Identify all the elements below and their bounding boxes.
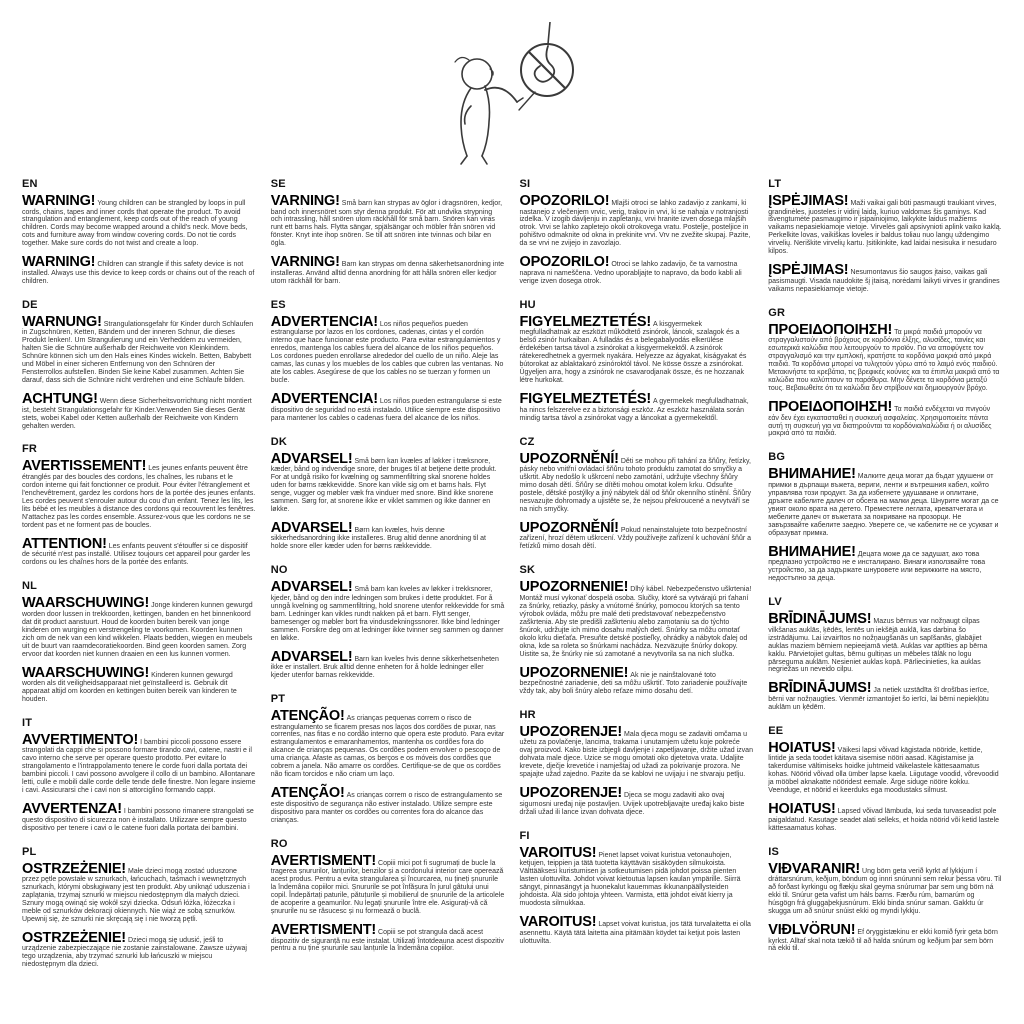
warning-title: FIGYELMEZTETÉS! <box>519 313 652 330</box>
language-section-ro <box>271 838 505 954</box>
language-code: IT <box>22 716 33 729</box>
language-code: DE <box>22 298 38 311</box>
warning-title: UPOZORENJE! <box>519 785 623 802</box>
language-section-si <box>520 178 754 286</box>
warning-paragraph <box>768 400 1002 438</box>
language-code: NO <box>270 564 288 577</box>
warning-paragraph <box>520 315 754 385</box>
language-code: ES <box>270 298 286 311</box>
language-code: LV <box>768 596 782 609</box>
warning-text: A kisgyermekek megfulladhatnak az eszközt működtető zsinórok, láncok, szalagok és a belső zsinór hurkaiban. A fulladás és a belegabalyodás elkerülése érdekében tartsa távol a zsinórokat a kisgyermekektől. A zsinórok rátekeredhetnek a gyermek nyakára. Helyezze az ágyakat, kiságyakat és bútorokat az ablaktakaró zsinóroktól távol. Ne kösse össze a zsinórokat. Ügyeljen arra, hogy a zsinórok ne csavarodjanak össze, és ne hozzanak létre hurkokat. <box>519 320 747 385</box>
warning-paragraph <box>22 733 256 795</box>
warning-title: ΠΡΟΕΙΔΟΠΟΙΗΣΗ! <box>768 321 893 338</box>
language-section-no <box>271 564 505 680</box>
warning-text: Ung börn geta verið kyrkt af lykkjum í dráttarsnúrum, keðjum, böndum og innri snúrunni sem rekur þessa vöru. Til að forðast kyrkingu og flækju skal geyma snúrurnar þar sem ung börn ná ekki til. Snúrur geta vafist um háls barns. Færðu rúm, barnarúm og húsgögn frá gluggaþekjusnúrum. Ekki binda snúrur saman. Gakktu úr skugga um að snúrur snúist ekki og myndi lykkju. <box>768 867 1002 916</box>
warning-text: Strangulationsgefahr für Kinder durch Schlaufen in Zugschnüren, Ketten, Bändern und der inneren Schnur, die dieses Produkt lenken!. Um Strangulierung und ein Verheddern zu vermeiden, halten Sie die Schnüre außerhalb der Reichweite von Kleinkindern. Schnüre können sich um den Hals eines Kindes wickeln. Betten, Babybett und Möbel in einer sicheren Entfernung von den Schnüren der Fensterrollos aufstellen. Binden Sie keine Kabel zusammen. Achten Sie darauf, dass sich die Schnüre nicht verdrehen und eine Schlaufe bilden. <box>22 320 254 385</box>
warning-text: Ef öryggistækinu er ekki komið fyrir geta börn kyrkst. Alltaf skal nota tækið til að halda snúrum og keðjum þar sem börn ná ekki til. <box>768 929 998 953</box>
column-2 <box>271 178 505 966</box>
warning-text: Copiii se pot strangula dacă acest dispozitiv de siguranță nu este instalat. Utilizați întotdeauna acest dispozitiv pentru a nu ține șnururile sau lanțurile la îndemâna copiilor. <box>270 929 504 953</box>
language-section-pl <box>22 846 256 970</box>
warning-text: As crianças pequenas correm o risco de estrangulamento se ficarem presas nos laços dos cordões de puxar, nas correntes, nas fitas e no cordão interno que opera este produto. Para evitar estrangulamentos e emaranhamentos, mantenha os cordões fora do alcance de crianças pequenas. Os cordões podem envolver o pescoço de uma criança. Afaste as camas, os berços e os móveis dos cordões que cobrem a janela. Não amarre os cordões. Certifique-se de que os cordões não ficam torcidos e não criam um laço. <box>270 715 505 779</box>
language-section-dk <box>271 436 505 552</box>
warning-paragraph <box>271 580 505 642</box>
warning-title: OPOZORILO! <box>519 254 610 271</box>
warning-title: ADVARSEL! <box>270 519 353 536</box>
warning-title: WAARSCHUWING! <box>22 595 150 612</box>
warning-title: ADVARSEL! <box>270 450 353 467</box>
warning-text: Små barn kan strypas av öglor i dragsnören, kedjor, band och innersnöret som styr denna produkt. För att undvika strypning och intrassling, håll snören utom räckhåll för små barn. Snören kan viras runt ett barns hals. Flytta sängar, spjälsängar och möbler från snören vid fönster. Knyt inte ihop snören. Se till att snören inte tvinnas och bilar en ögla. <box>270 200 503 248</box>
language-section-hu <box>520 299 754 423</box>
warning-text: Mazus bērnus var nožņaugt cilpas vilkšanas auklās, ķēdēs, lentēs un iekšējā auklā, kas darbina šo izstrādājumu. Lai izvairītos no nožņaugšanās un sapīšanās, glabājiet auklas maziem bērniem nepieejamā vietā. Auklas var aptīties ap bērna kaklu. Pārvietojiet gultas, bērnu gultiņas un mēbeles tālāk no logu pārseguma auklām. Nesieniet auklas kopā. Pārliecinieties, ka auklas negriežas un neveido cilpu. <box>768 618 988 674</box>
language-code: SK <box>519 564 536 577</box>
warning-title: ĮSPĖJIMAS! <box>768 262 849 279</box>
warning-text: Pokud nenainstalujete toto bezpečnostní zařízení, hrozí dětem uškrcení. Vždy používejte zařízení k uchování šňůr a řetízků mimo dosah dětí. <box>519 526 752 551</box>
language-code: SE <box>270 178 286 190</box>
warning-title: ВНИМАНИЕ! <box>768 466 856 483</box>
warning-text: Djeca se mogu zadaviti ako ovaj sigurnosni uređaj nije postavljen. Uvijek upotrebljavajte uređaj kako biste držali užad ili lance izvan dohvata djece. <box>519 792 745 816</box>
warning-paragraph <box>22 194 256 248</box>
language-code: DK <box>270 435 288 448</box>
warning-title: AVVERTIMENTO! <box>22 731 139 748</box>
language-code: LT <box>768 178 782 190</box>
warning-paragraph <box>768 467 1002 537</box>
warning-text: Los niños pequeños pueden estrangularse por lazos en los cordones, cadenas, cintas y el cordón interno que hace funcionar este producto. Para evitar estrangulamientos y enredos, mantenga los cables fuera del alcance de los niños pequeños. Los cordones pueden enrollarse alrededor del cuello de un niño. Aleje las camas, las cunas y los muebles de los cables que cubren las ventanas. No ate los cables. Asegúrese de que los cables no se tuerzan y formen un bucle. <box>270 320 504 385</box>
warning-title: OSTRZEŻENIE! <box>22 860 126 877</box>
warning-paragraph <box>271 255 505 285</box>
language-code: PL <box>22 845 37 858</box>
warning-paragraph <box>271 194 505 248</box>
language-section-cz <box>520 436 754 552</box>
warning-paragraph <box>768 323 1002 393</box>
warning-paragraph <box>768 802 1002 832</box>
warning-title: ĮSPĖJIMAS! <box>768 193 849 209</box>
warning-title: UPOZORNENIE! <box>519 579 629 596</box>
language-code: PT <box>270 693 286 705</box>
warning-text: Barn kan strypas om denna säkerhetsanordning inte installeras. Använd alltid denna anordning för att hålla snören eller kedjor utom räckhåll för barn. <box>270 261 505 285</box>
language-section-es <box>271 299 505 423</box>
language-section-de <box>22 299 256 431</box>
warning-text: Børn kan kvæles, hvis denne sikkerhedsanordning ikke installeres. Brug altid denne anordning til at holde snore eller kæder uden for børns rækkevidde. <box>270 526 486 551</box>
warning-paragraph <box>768 862 1002 916</box>
warning-text: Les jeunes enfants peuvent être étranglés par des boucles des cordons, les chaînes, les rubans et le cordon interne qui fait fonctionner ce produit. Pour éviter l'étranglement et l'enchevêtrement, gardez les cordons hors de la portée des jeunes enfants. Les cordes peuvent s'enrouler autour du cou d'un enfant. Tenez les lits, les lits bébé et les meubles à distance des cordons qui recouvrent les fenêtres. N'attachez pas les cordes ensemble. Assurez-vous que les cordons ne se tordent pas et ne forment pas de boucles. <box>22 465 256 529</box>
warning-text: Små barn kan kveles av løkker i trekksnorer, kjeder, bånd og den indre ledningen som brukes i dette produktet. For å unngå kvelning og sammenfiltring, hold snorene utenfor rekkevidde for små barn. Ledninger kan vikles rundt nakken på et barn. Flytt senger, barnesenger og møbler bort fra vindusdekningssnorer. Ikke bind ledninger sammen. Forsikre deg om at ledninger ikke tvinner seg sammen og danner en løkke. <box>270 586 505 642</box>
warning-title: UPOZORNENIE! <box>519 664 629 681</box>
warning-paragraph <box>520 255 754 285</box>
warning-title: BRĪDINĀJUMS! <box>768 611 872 628</box>
warning-text: I bambini piccoli possono essere strangolati da cappi che si possono formare tirando cavi, catene, nastri e il cavo interno che serve per operare questo prodotto. Per evitare lo strangolamento e l'intrappolamento tenere le corde fuori dalla portata dei bambini piccoli. I cavi possono avvolgere il collo di un bambino. Allontanare letti, culle e mobili dalle corde delle tende delle finestre. Non legare insieme i cavi. Assicurarsi che i cavi non si attorciglino formando cappi. <box>22 738 256 795</box>
warning-paragraph <box>271 521 505 551</box>
language-section-fi <box>520 830 754 946</box>
warning-title: OSTRZEŻENIE! <box>22 929 126 946</box>
warning-paragraph <box>520 915 754 945</box>
warning-title: FIGYELMEZTETÉS! <box>519 391 652 408</box>
warning-title: HOIATUS! <box>768 801 836 818</box>
column-3 <box>520 178 754 958</box>
warning-text: Τα μικρά παιδιά μπορούν να στραγγαλιστούν από βρόχους σε κορδόνια έλξης, αλυσίδες, ταινίες και εσωτερικά καλώδια που λειτουργούν το προϊόν. Για να αποφύγετε τον στραγγαλισμό και την εμπλοκή, κρατήστε τα κορδόνια μακριά από μικρά παιδιά. Τα κορδόνια μπορεί να τυλιχτούν γύρω από το λαιμό ενός παιδιού. Μετακινήστε τα κρεβάτια, τις βρεφικές κούνιες και τα έπιπλα μακριά από τα καλώδια που καλύπτουν τα παράθυρα. Μην δένετε τα κορδόνια μεταξύ τους. Βεβαιωθείτε ότι τα καλώδια δεν στρίβουν και δημιουργούν βρόχο. <box>768 328 1000 393</box>
warning-title: AVVERTENZA! <box>22 801 122 818</box>
warning-text: As crianças correm o risco de estrangulamento se este dispositivo de segurança não estiver instalado. Utilize sempre este dispositivo para manter os cordões ou correntes fora do alcance das crianças. <box>270 792 503 824</box>
language-section-bg <box>768 451 1002 583</box>
warning-title: ADVARSEL! <box>270 648 353 665</box>
warning-paragraph <box>22 459 256 529</box>
warning-title: ATENÇÃO! <box>270 785 345 802</box>
warning-title: UPOZORENJE! <box>519 723 623 740</box>
warning-text: Kinderen kunnen gewurgd worden als dit veiligheidsapparaat niet geïnstalleerd is. Gebruik dit apparaat altijd om koorden en kettingen buiten bereik van kinderen te houden. <box>22 671 237 703</box>
warning-text: Mala djeca mogu se zadaviti omčama u užetu za povlačenje, lancima, trakama i unutarnjem užetu koje pokreće ovaj proizvod. Kako biste izbjegli davljenje i zapetljavanje, držite užad izvan dohvata male djece. Uzice se mogu omotati oko djetetova vrata. Udaljite krevete, dječje krevetiće i namještaj od užadi za pokrivanje prozora. Ne spajajte užad zajedno. Pazite da se kablovi ne uvijaju i ne stvaraju petlju. <box>519 730 753 779</box>
warning-paragraph <box>520 580 754 658</box>
language-section-ee <box>768 725 1002 833</box>
warning-paragraph <box>271 923 505 953</box>
language-section-lt <box>768 178 1002 294</box>
warning-paragraph <box>768 681 1002 711</box>
warning-paragraph <box>520 521 754 551</box>
warning-paragraph <box>768 194 1002 256</box>
language-section-gr <box>768 307 1002 439</box>
warning-title: UPOZORNĚNÍ! <box>519 519 619 536</box>
warning-title: ACHTUNG! <box>22 391 98 408</box>
warning-text: I bambini possono rimanere strangolati se questo dispositivo di sicurezza non è installato. Utilizzare sempre questo dispositivo per tenere i cavi o le catene fuori dalla portata dei bambini. <box>22 808 254 832</box>
language-section-nl <box>22 580 256 704</box>
warning-paragraph <box>22 862 256 924</box>
warning-text: Jonge kinderen kunnen gewurgd worden door lussen in trekkoorden, kettingen, banden en het binnenkoord dat dit product aanstuurt. Houd de koorden buiten bereik van jonge kinderen om wurging en verstrengeling te voorkomen. Koorden kunnen zich om de nek van een kind wikkelen. Plaats bedden, wiegen en meubels uit de buurt van raamdecoratiekoorden. Bind geen koorden samen. Zorg ervoor dat koorden niet kunnen draaien en een lus kunnen vormen. <box>22 602 253 658</box>
warning-paragraph <box>768 923 1002 953</box>
warning-paragraph <box>22 392 256 430</box>
language-code: SI <box>519 178 531 190</box>
warning-paragraph <box>768 263 1002 293</box>
warning-text: Dlhý kábel. Nebezpečenstvo uškrtenia! Montáž musí vykonať dospelá osoba. Slučky, ktoré sa vytvárajú pri ťahaní za šnúrky, retiazky, pásky a vnútorné šnúrky, pomocou ktorých sa tento výrobok ovláda, môžu pre malé deti predstavovať nebezpečenstvo zaškrtenia. Aby ste predišli zaškrteniu alebo zamotaniu sa do týchto šnúrok, udržujte ich mimo dosahu malých detí. Šnúrky sa môžu omotať okolo krku dieťaťa. Presuňte detské postieľky, ohrádky a nábytok ďalej od okna, kde sa roleta so šnúrkami nachádza. Nezväzujte šnúrky dokopy. Uistite sa, že šnúrky nie sú zamotané a nevytvorila sa na nich slučka. <box>519 586 752 658</box>
language-code: GR <box>768 306 786 319</box>
warning-title: VAROITUS! <box>519 844 597 861</box>
column-4 <box>768 178 1002 966</box>
warning-title: WARNUNG! <box>22 313 102 330</box>
warning-text: A gyermekek megfulladhatnak, ha nincs felszerelve ez a biztonsági eszköz. Az eszköz használata során mindig tartsa távol a zsinórokat vagy a láncokat a gyermekektől. <box>519 398 749 422</box>
warning-title: WARNING! <box>22 254 96 271</box>
warning-paragraph <box>271 786 505 824</box>
warning-title: ATENÇÃO! <box>270 708 345 724</box>
warning-title: ADVERTENCIA! <box>270 313 378 330</box>
warning-text: Los niños pueden estrangularse si este dispositivo de seguridad no está instalado. Utilice siempre este dispositivo para mantener los cables o cadenas fuera del alcance de los niños. <box>270 398 502 422</box>
warning-text: Children can strangle if this safety device is not installed. Always use this device to keep cords or chains out of the reach of children. <box>22 261 255 285</box>
language-section-it <box>22 717 256 833</box>
warning-paragraph <box>271 854 505 916</box>
warning-paragraph <box>520 846 754 908</box>
warning-text: Lapsed võivad lämbuda, kui seda turvaseadist pole paigaldatud. Kasutage seadet alati selleks, et hoida nöörid või ketid lastele kättesaamatus kohas. <box>768 808 1000 832</box>
language-section-sk <box>520 564 754 696</box>
language-code: FI <box>519 829 530 842</box>
language-code: RO <box>270 837 288 850</box>
language-code: EE <box>768 724 784 737</box>
warning-title: HOIATUS! <box>768 739 836 756</box>
warning-text: Mlajši otroci se lahko zadavijo z zankami, ki nastanejo z vlečenjem vrvic, verig, trakov in vrvi, ki se nahaja v notranjosti izdelka. V izogib davljenju in zapletanju, vrvi hranite izven dosega mlajših otrok. Vrvi se lahko zapletejo okoli otrokovega vratu. Postelje, posteljice in pohištvo odmaknite od okna in prekinite vrvi. Vrv ne zvežite skupaj. Pazite, da se vrvi ne zvijejo in zavozlajo. <box>519 200 751 248</box>
warning-text: Děti se mohou při tahání za šňůry, řetízky, pásky nebo vnitřní ovládací šňůru tohoto produktu zamotat do smyčky a uškrtit. Aby nedošlo k uškrcení nebo zamotání, udržujte všechny šňůry mimo dosah dětí. Šňůry se dítěti mohou omotat kolem krku. Odsuňte postele, dětské postýlky a jiný nábytek dál od šňůr okenního stínění. Šňůry nesvazujte dohromady a ujistěte se, že nejsou překroucené a nevytváří se na nich smyčky. <box>519 457 752 513</box>
warning-text: Małe dzieci mogą zostać uduszone przez pętle powstałe w sznurkach, łańcuchach, taśmach i wewnętrznych sznurkach, którymi obsługiwany jest ten produkt. Aby uniknąć uduszenia i zaplątania, trzymaj sznurki w miejscu niedostępnym dla małych dzieci. Sznury mogą owinąć się wokół szyi dziecka. Odsuń łóżka, łóżeczka i meble od sznurków dekoracji okiennych. Nie wiąż ze sobą sznurków. Upewnij się, że sznurki nie skręcają się i nie tworzą pętli. <box>22 867 250 923</box>
language-code: HR <box>519 708 536 721</box>
warning-title: AVERTISMENT! <box>270 852 377 869</box>
warning-text: Väikesi lapsi võivad kägistada nööride, kettide, lintide ja seda toodet käitava sisemise nööri aasad. Kägistamise ja takerdumise vältimiseks hoidke juhtmeid väikelastele kättesaamatus kohas. Nöörid võivad olla ümber lapse kaela. Liigutage voodid, võrevoodid ja mööbel aknakatte nööridest eemale. Ärge siduge nööre kokku. Veenduge, et nöörid ei keerduks ega moodustaks silmust. <box>768 746 999 795</box>
warning-paragraph <box>22 931 256 969</box>
warning-paragraph <box>271 452 505 514</box>
warning-paragraph <box>520 194 754 248</box>
warning-text: Ak nie je nainštalované toto bezpečnostné zariadenie, deti sa môžu uškrtiť. Toto zariadenie používajte vždy tak, aby boli šnúry alebo reťaze mimo dosahu detí. <box>519 671 748 695</box>
warning-paragraph <box>22 596 256 658</box>
language-code: FR <box>22 443 38 456</box>
language-section-fr <box>22 443 256 567</box>
warning-paragraph <box>520 725 754 779</box>
warning-text: Små børn kan kvæles af løkker i træksnore, kæder, bånd og indvendige snore, der bruges til at betjene dette produkt. For at undgå risiko for kvælning og sammenfiltring skal snorene holdes uden for børns rækkevidde. Snore kan vikle sig om et barns hals. Flyt senge, vugger og møbler væk fra vinduer med snore. Bind ikke snorene sammen. Sørg for, at snorene ikke er viklet sammen og ikke danner en løkke. <box>270 457 497 513</box>
strangulation-hazard-illustration <box>0 0 1024 172</box>
warning-title: BRĪDINĀJUMS! <box>768 680 872 697</box>
warning-paragraph <box>271 392 505 422</box>
warning-title: ADVARSEL! <box>270 579 353 596</box>
language-section-se <box>271 178 505 286</box>
column-1 <box>22 178 256 982</box>
warning-text: Lapset voivat kuristua, jos tätä turvalaitetta ei olla asennettu. Käytä tätä laitetta aina pitämään köydet tai ketjut pois lasten ulottuvilta. <box>519 921 751 945</box>
warning-paragraph <box>22 255 256 285</box>
warning-paragraph <box>520 452 754 514</box>
warning-text: Les enfants peuvent s'étouffer si ce dispositif de sécurité n'est pas installé. Utilisez toujours cet appareil pour garder les cordons ou les chaînes hors de la portée des enfants. <box>22 542 251 567</box>
warning-text: Dzieci mogą się udusić, jeśli to urządzenie zabezpieczające nie zostanie zainstalowane. Zawsze używaj tego urządzenia, aby trzymać sznurki lub łańcuszki w miejscu niedostępnym dla dzieci. <box>22 936 247 969</box>
warning-text: Pienet lapset voivat kuristua vetonauhojen, ketjujen, teippien ja tätä tuotetta käyttävän sisäköyden silmukoista. Välttääksesi kuristumisen ja sotkeutumisen pidä johdot poissa pienten lasten ulottuvilta. Johdot voivat kietoutua lapsen kaulan ympärille. Siirrä sängyt, pinnasängyt ja huonekalut kauemmas ikkunanpäällysteiden johdoista. Älä sido johtoja yhteen. Varmista, että johdot eivät kierry ja muodosta silmukkaa. <box>519 851 741 908</box>
warning-title: VAROITUS! <box>519 914 597 931</box>
warning-title: VARNING! <box>270 193 340 209</box>
warning-paragraph <box>520 392 754 422</box>
warning-text: Otroci se lahko zadavijo, če ta varnostna naprava ni nameščena. Vedno uporabljajte to napravo, da bodo kabli ali verige izven dosega otrok. <box>519 261 742 285</box>
warning-title: ВНИМАНИЕ! <box>768 543 856 560</box>
warning-text: Young children can be strangled by loops in pull cords, chains, tapes and inner cords that operate the product. To avoid strangulation and entanglement, keep cords out of the reach of young children. Cords may become wrapped around a child's neck. Move beds, cots and furniture away from window covering cords. Do not tie cords together. Make sure cords do not twist and create a loop. <box>22 200 248 248</box>
language-columns <box>0 172 1024 982</box>
warning-title: ATTENTION! <box>22 535 107 552</box>
warning-text: Wenn diese Sicherheitsvorrichtung nicht montiert ist, besteht Strangulationsgefahr für Kinder.Verwenden Sie dieses Gerät stets, wobei Kabel oder Ketten außerhalb der Reichweite von Kindern gehalten werden. <box>22 398 252 430</box>
warning-title: AVERTISMENT! <box>270 922 377 938</box>
warning-title: ΠΡΟΕΙΔΟΠΟΙΗΣΗ! <box>768 399 893 416</box>
warning-paragraph <box>271 650 505 680</box>
warning-paragraph <box>22 537 256 567</box>
warning-title: UPOZORNĚNÍ! <box>519 450 619 467</box>
language-code: IS <box>768 845 780 858</box>
warning-text: Nesumontavus šio saugos įtaiso, vaikas gali pasismaugti. Visada naudokite šį įtaisą, norėdami laikyti virves ir grandines vaikams nepasiekiamoje vietoje. <box>768 269 1000 293</box>
warning-paragraph <box>22 666 256 704</box>
language-section-pt <box>271 693 505 825</box>
warning-title: VARNING! <box>270 254 340 271</box>
warning-text: Τα παιδιά ενδέχεται να πνιγούν εάν δεν έχει εγκατασταθεί η συσκευή ασφαλείας. Χρησιμοποιείτε πάντα αυτή τη συσκευή για να διατηρούνται τα κορδόνια/καλώδια ή οι αλυσίδες μακριά από τα παιδιά. <box>768 406 992 438</box>
warning-paragraph <box>768 545 1002 583</box>
language-code: CZ <box>519 435 535 448</box>
warning-text: Maži vaikai gali būti pasmaugti traukiant virves, grandinėles, juosteles ir vidinį laidą, kuriuo valdomas šis gaminys. Kad išvengtumėte pasmaugimo ir įsipainiojimo, laikykite laidus mažiems vaikams nepasiekiamoje vietoje. Virvelės gali apsivynioti aplink vaiko kaklą. Perkelkite lovas, vaikiškas loveles ir baldus toliau nuo langų uždengimo virvelių. Neriškite virvelių kartu. Įsitikinkite, kad laidai nesisuka ir nesudaro kilpos. <box>768 200 1002 256</box>
warning-paragraph <box>271 315 505 385</box>
warning-paragraph <box>22 315 256 385</box>
warning-title: OPOZORILO! <box>519 193 610 209</box>
language-section-en <box>22 178 256 286</box>
warning-text: Copiii mici pot fi sugrumați de bucle la tragerea șnururilor, lanțurilor, benzilor și a cordonului interior care operează acest produs. Pentru a evita strangularea și încurcarea, nu țineți șnururile la îndemâna copiilor mici. Șnururile se pot înfășura în jurul gâtului unui copil. Îndepărtați paturile, pătuțurile și mobilierul de șnururile de la articolele de acoperire a geamurilor. Nu legați șnururile între ele. Asigurați-vă că șnururile nu se răsucesc și nu formează o buclă. <box>270 859 505 916</box>
warning-title: VIÐVARANIR! <box>768 860 861 877</box>
language-code: EN <box>22 178 38 190</box>
language-section-is <box>768 846 1002 954</box>
warning-paragraph <box>520 666 754 696</box>
warning-paragraph <box>22 802 256 832</box>
language-code: BG <box>768 451 786 464</box>
child-cord-hazard-drawing <box>407 22 617 167</box>
warning-text: Ja netiek uzstādīta šī drošības ierīce, bērni var nožņaugties. Vienmēr izmantojiet šo ierīci, lai bērni nepiekļūtu auklām un ķēdēm. <box>768 687 989 711</box>
warning-title: AVERTISSEMENT! <box>22 458 147 475</box>
warning-paragraph <box>768 741 1002 795</box>
warning-text: Децата може да се задушат, ако това предпазно устройство не е инсталирано. Винаги използвайте това устройство, за да задържате шнуровете или верижките на място, недостъпно за деца. <box>768 550 986 583</box>
language-section-lv <box>768 596 1002 712</box>
language-code: HU <box>519 298 536 311</box>
warning-paragraph <box>768 612 1002 674</box>
warning-title: WAARSCHUWING! <box>22 664 150 681</box>
warning-title: ADVERTENCIA! <box>270 391 378 408</box>
warning-paragraph <box>520 786 754 816</box>
warning-paragraph <box>271 709 505 779</box>
language-section-hr <box>520 709 754 817</box>
warning-title: WARNING! <box>22 193 96 209</box>
language-code: NL <box>22 580 38 593</box>
warning-text: Малките деца могат да бъдат удушени от примки в дърпащи въжета, вериги, ленти и вътрешния кабел, който управлява този продукт. За да избегнете удушаване и оплитане, дръжте кабелите далеч от обсега на малки деца. Шнурите могат да се увият около врата на детето. Преместете леглата, креватчетата и мебелите далеч от въжетата за покриване на прозорци. Не завързвайте кабелите заедно. Уверете се, че кабелите не се усукват и образуват примка. <box>768 473 999 537</box>
warning-text: Barn kan kveles hvis denne sikkerhetsenheten ikke er installert. Bruk alltid denne enheten for å holde ledninger eller kjeder utenfor barnas rekkevidde. <box>270 655 499 680</box>
warning-title: VIÐLVÖRUN! <box>768 922 856 938</box>
